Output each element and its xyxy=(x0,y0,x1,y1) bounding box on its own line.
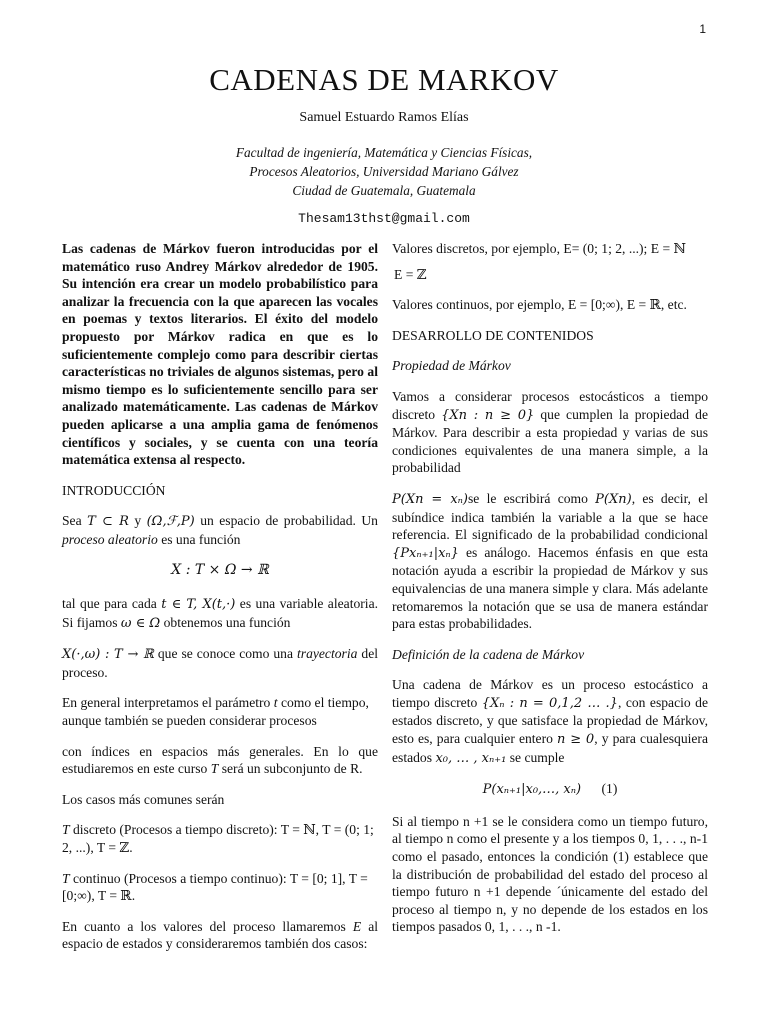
paragraph: Los casos más comunes serán xyxy=(62,791,225,807)
abstract: Las cadenas de Márkov fueron introducidas por el matemático ruso Andrey Márkov alrededor de 1905. Su intención era crear un modelo probabilístico para analizar la frecuencia con la que aparecen las vocales en poemas y textos literarios. El éxito del modelo propuesto por Márkov radica en que es lo suficientemente complejo como para describir ciertas características no triviales de algunos sistemas, pero al mismo tiempo es lo suficientemente sencillo para ser analizado matemáticamente. Las cadenas de Márkov pueden aplicarse a una amplia gama de fenómenos científicos y sociales, y se cuenta con una teoría matemática extensa al respecto. xyxy=(62,241,378,468)
page-number: 1 xyxy=(699,22,706,36)
paragraph: Una cadena de Márkov es un proceso estocástico a tiempo discreto {Xₙ : n = 0,1,2 … .}, con espacio de estados discreto, y que satisface la propiedad de Márkov, esto es, para cualquier entero n ≥ 0, y para cualesquiera estados x₀, … , xₙ₊₁ se cumple xyxy=(392,677,708,766)
paragraph: E = ℤ xyxy=(394,266,427,282)
section-heading-desarrollo: DESARROLLO DE CONTENIDOS xyxy=(392,327,594,343)
paragraph: tal que para cada t ∈ T, X(t,·) es una variable aleatoria. Si fijamos ω ∈ Ω obtenemos una función xyxy=(62,596,378,631)
paragraph: Sea T ⊂ R y (Ω,ℱ,P) un espacio de probabilidad. Un proceso aleatorio es una función xyxy=(62,513,378,547)
paragraph: Si al tiempo n +1 se le considera como un tiempo futuro, al tiempo n como el presente y a los tiempos 0, 1, . . ., n-1 como el pasado, entonces la condición (1) establece que la distribución de probabilidad del estado del proceso al tiempo futuro n +1 depende ´únicamente del estado del proceso al tiempo n, y no depende de los estados en los tiempos pasados 0, 1, . . ., n -1. xyxy=(392,813,708,935)
author-email: Thesam13thst@gmail.com xyxy=(298,211,470,226)
left-column xyxy=(62,240,378,953)
paragraph: Vamos a considerar procesos estocásticos a tiempo discreto {Xn : n ≥ 0} que cumplen la propiedad de Márkov. Para describir a esta propiedad y varias de sus condiciones equivalentes de una manera simple, a la probabilidad xyxy=(392,388,708,476)
equation-process: X : T × Ω → ℝ xyxy=(171,561,269,578)
subsection-heading-propiedad: Propiedad de Márkov xyxy=(392,358,511,374)
section-heading-introduccion: INTRODUCCIÓN xyxy=(62,482,166,498)
paragraph: T discreto (Procesos a tiempo discreto): T = ℕ, T = (0; 1; 2, ...), T = ℤ. xyxy=(62,822,374,856)
affiliation-line: Procesos Aleatorios, Universidad Mariano Gálvez xyxy=(249,164,519,179)
affiliation-line: Facultad de ingeniería, Matemática y Ciencias Físicas, xyxy=(235,145,533,160)
author-name: Samuel Estuardo Ramos Elías xyxy=(299,110,469,125)
paragraph: En general interpretamos el parámetro t como el tiempo, aunque también se pueden considerar procesos xyxy=(62,695,369,729)
paragraph: En cuanto a los valores del proceso llamaremos E al espacio de estados y consideraremos también dos casos: xyxy=(62,918,378,952)
paragraph: Valores continuos, por ejemplo, E = [0;∞), E = ℝ, etc. xyxy=(392,297,687,313)
paragraph: T continuo (Procesos a tiempo continuo): T = [0; 1], T = [0;∞), T = ℝ. xyxy=(62,870,368,904)
paragraph: Valores discretos, por ejemplo, E= (0; 1; 2, ...); E = ℕ xyxy=(392,241,686,256)
equation-markov-property: P(xₙ₊₁|x₀,…, xₙ) (1) xyxy=(482,781,618,798)
paragraph: P(Xn = xₙ)se le escribirá como P(Xn), es decir, el subíndice indica también la variable a la que se hace referencia. El significado de la probabilidad condicional {Pxₙ₊₁|xₙ} es análogo. Hacemos énfasis en que esta notación ayuda a escribir la propiedad de Márkov y sus equivalencias de una manera simple y clara. Más adelante retomaremos la notación que se usa de manera estándar para estas probabilidades. xyxy=(392,490,709,632)
affiliation xyxy=(0,143,768,200)
paragraph: con índices en espacios más generales. En lo que estudiaremos en este curso T será un subconjunto de R. xyxy=(62,743,378,777)
affiliation-line: Ciudad de Guatemala, Guatemala xyxy=(292,183,476,198)
right-column xyxy=(392,240,708,936)
equation-number: (1) xyxy=(601,781,618,797)
paragraph: X(·,ω) : T → ℝ que se conoce como una trayectoria del proceso. xyxy=(62,646,378,680)
paper-title: CADENAS DE MARKOV xyxy=(209,62,559,97)
subsection-heading-definicion: Definición de la cadena de Márkov xyxy=(392,646,585,662)
